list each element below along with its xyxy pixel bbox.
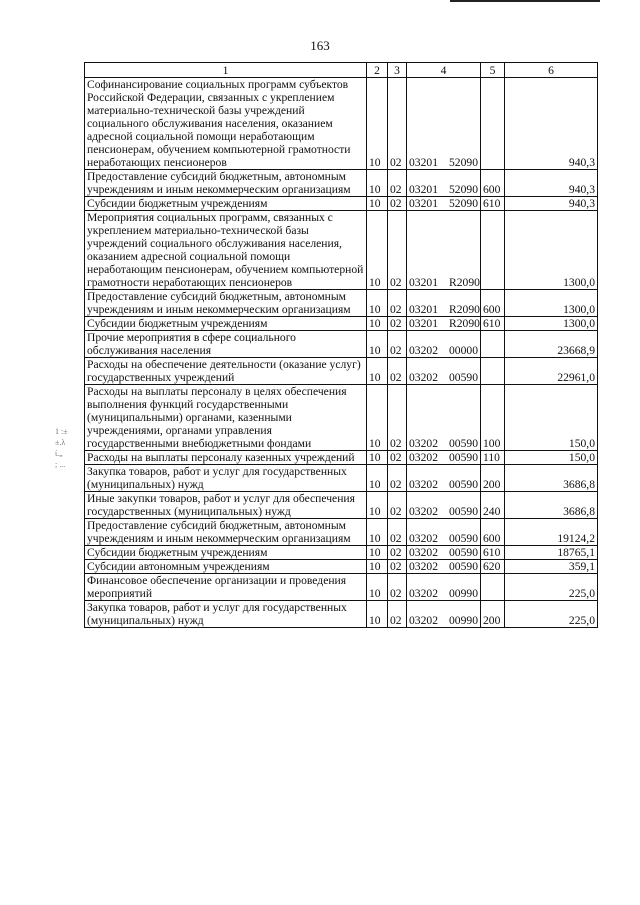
target-article-direction: 00590 [449,437,478,450]
row-expense-type: 600 [481,170,505,197]
row-name: Софинансирование социальных программ субъектов Российской Федерации, связанных с укреплением материально-технической базы учреждений социального обслуживания населения, оказанием адресной социальной помощи неработающим пенсионерам, обучением компьютерной грамотности неработающих пенсионеров [85,78,367,170]
table-row [85,465,598,492]
row-target-article [407,574,481,601]
row-subsection: 02 [388,492,407,519]
row-amount: 150,0 [505,451,598,465]
row-expense-type [481,331,505,358]
row-expense-type: 200 [481,465,505,492]
table-header [85,63,598,78]
target-article-direction: 00590 [449,560,478,573]
row-name: Субсидии бюджетным учреждениям [85,546,367,560]
row-target-article [407,519,481,546]
target-article-direction: 00590 [449,505,478,518]
row-subsection: 02 [388,170,407,197]
row-section: 10 [367,574,388,601]
row-amount: 19124,2 [505,519,598,546]
page-number: 163 [310,38,330,53]
row-expense-type: 200 [481,601,505,628]
row-name: Иные закупки товаров, работ и услуг для обеспечения государственных (муниципальных) нужд [85,492,367,519]
row-target-article [407,451,481,465]
target-article-direction: 00590 [449,371,478,384]
row-amount: 18765,1 [505,546,598,560]
row-amount: 225,0 [505,574,598,601]
target-article-direction: 00000 [449,344,478,357]
table-row [85,451,598,465]
header-cell: 6 [505,63,598,78]
row-expense-type [481,358,505,385]
target-article-direction: R2090 [449,276,480,289]
target-article-direction: 00590 [449,478,478,491]
row-name: Предоставление субсидий бюджетным, автономным учреждениям и иным некоммерческим организациям [85,170,367,197]
top-rule [450,0,600,2]
row-subsection: 02 [388,197,407,211]
header-cell: 4 [407,63,481,78]
row-subsection: 02 [388,317,407,331]
target-article-program: 03202 [409,587,438,600]
row-amount: 1300,0 [505,317,598,331]
row-section: 10 [367,519,388,546]
row-expense-type [481,78,505,170]
row-section: 10 [367,492,388,519]
row-name: Прочие мероприятия в сфере социального обслуживания населения [85,331,367,358]
row-section: 10 [367,601,388,628]
row-name: Расходы на выплаты персоналу в целях обеспечения выполнения функций государственными (муниципальными) органами, казенными учреждениями, органами управления государственными внебюджетными фондами [85,385,367,451]
row-amount: 940,3 [505,170,598,197]
target-article-program: 03201 [409,156,438,169]
row-section: 10 [367,197,388,211]
row-expense-type [481,211,505,290]
row-section: 10 [367,385,388,451]
row-subsection: 02 [388,546,407,560]
target-article-direction: 00590 [449,546,478,559]
target-article-program: 03202 [409,546,438,559]
row-subsection: 02 [388,211,407,290]
row-subsection: 02 [388,601,407,628]
row-target-article [407,465,481,492]
row-section: 10 [367,358,388,385]
row-target-article [407,331,481,358]
header-cell: 2 [367,63,388,78]
margin-marks [55,426,75,470]
row-target-article [407,492,481,519]
table-row [85,574,598,601]
row-name: Субсидии бюджетным учреждениям [85,197,367,211]
target-article-program: 03202 [409,614,438,627]
row-name: Субсидии автономным учреждениям [85,560,367,574]
row-target-article [407,385,481,451]
row-amount: 22961,0 [505,358,598,385]
row-amount: 1300,0 [505,290,598,317]
row-expense-type: 600 [481,519,505,546]
row-subsection: 02 [388,290,407,317]
target-article-direction: 00990 [449,587,478,600]
table-row [85,601,598,628]
header-cell: 1 [85,63,367,78]
table-row [85,519,598,546]
row-subsection: 02 [388,560,407,574]
table-body [85,78,598,628]
row-target-article [407,197,481,211]
row-expense-type: 600 [481,290,505,317]
table-row [85,211,598,290]
table-row [85,560,598,574]
table-row [85,492,598,519]
row-amount: 1300,0 [505,211,598,290]
table-row [85,197,598,211]
margin-mark: ±.λ [55,438,66,447]
header-cell: 3 [388,63,407,78]
table-row [85,385,598,451]
row-name: Закупка товаров, работ и услуг для государственных (муниципальных) нужд [85,465,367,492]
row-expense-type: 110 [481,451,505,465]
row-expense-type [481,574,505,601]
target-article-program: 03202 [409,560,438,573]
target-article-direction: 00590 [449,532,478,545]
table-row [85,170,598,197]
row-amount: 150,0 [505,385,598,451]
target-article-direction: 52090 [449,197,478,210]
row-section: 10 [367,465,388,492]
row-target-article [407,290,481,317]
table-row [85,78,598,170]
row-target-article [407,211,481,290]
header-cell: 5 [481,63,505,78]
row-amount: 940,3 [505,197,598,211]
table-row [85,317,598,331]
row-expense-type: 240 [481,492,505,519]
table-row [85,546,598,560]
row-section: 10 [367,546,388,560]
row-target-article [407,546,481,560]
target-article-program: 03202 [409,532,438,545]
target-article-program: 03202 [409,478,438,491]
row-subsection: 02 [388,465,407,492]
target-article-direction: 00590 [449,451,478,464]
target-article-program: 03201 [409,197,438,210]
row-name: Закупка товаров, работ и услуг для государственных (муниципальных) нужд [85,601,367,628]
target-article-program: 03201 [409,317,438,330]
row-name: Субсидии бюджетным учреждениям [85,317,367,331]
row-section: 10 [367,317,388,331]
margin-mark: ί.„ [55,449,63,458]
margin-mark: ; ... [55,460,66,469]
row-expense-type: 610 [481,317,505,331]
target-article-direction: 52090 [449,183,478,196]
row-amount: 3686,8 [505,492,598,519]
budget-table [84,62,598,628]
row-amount: 23668,9 [505,331,598,358]
row-section: 10 [367,451,388,465]
row-name: Финансовое обеспечение организации и проведения мероприятий [85,574,367,601]
row-section: 10 [367,170,388,197]
target-article-program: 03202 [409,371,438,384]
row-section: 10 [367,211,388,290]
row-target-article [407,560,481,574]
row-target-article [407,601,481,628]
row-amount: 359,1 [505,560,598,574]
row-amount: 940,3 [505,78,598,170]
row-subsection: 02 [388,451,407,465]
target-article-direction: R2090 [449,303,480,316]
row-subsection: 02 [388,331,407,358]
row-subsection: 02 [388,78,407,170]
row-name: Расходы на выплаты персоналу казенных учреждений [85,451,367,465]
row-section: 10 [367,560,388,574]
row-expense-type: 100 [481,385,505,451]
row-target-article [407,358,481,385]
target-article-direction: 00990 [449,614,478,627]
target-article-program: 03201 [409,276,438,289]
row-name: Мероприятия социальных программ, связанных с укреплением материально-технической базы учреждений социального обслуживания населения, оказанием адресной социальной помощи неработающим пенсионерам, обучением компьютерной грамотности неработающих пенсионеров [85,211,367,290]
target-article-direction: R2090 [449,317,480,330]
target-article-program: 03202 [409,437,438,450]
row-expense-type: 610 [481,197,505,211]
target-article-program: 03202 [409,344,438,357]
row-expense-type: 620 [481,560,505,574]
row-name: Предоставление субсидий бюджетным, автономным учреждениям и иным некоммерческим организациям [85,519,367,546]
margin-mark: 1 :± [55,427,68,436]
row-amount: 225,0 [505,601,598,628]
table-row [85,358,598,385]
table-row [85,290,598,317]
target-article-direction: 52090 [449,156,478,169]
target-article-program: 03202 [409,451,438,464]
row-expense-type: 610 [481,546,505,560]
table-row [85,331,598,358]
target-article-program: 03202 [409,505,438,518]
row-section: 10 [367,331,388,358]
row-subsection: 02 [388,574,407,601]
row-target-article [407,78,481,170]
target-article-program: 03201 [409,303,438,316]
row-name: Предоставление субсидий бюджетным, автономным учреждениям и иным некоммерческим организациям [85,290,367,317]
row-amount: 3686,8 [505,465,598,492]
row-target-article [407,170,481,197]
row-target-article [407,317,481,331]
row-section: 10 [367,78,388,170]
target-article-program: 03201 [409,183,438,196]
row-section: 10 [367,290,388,317]
row-subsection: 02 [388,358,407,385]
row-subsection: 02 [388,519,407,546]
row-subsection: 02 [388,385,407,451]
row-name: Расходы на обеспечение деятельности (оказание услуг) государственных учреждений [85,358,367,385]
